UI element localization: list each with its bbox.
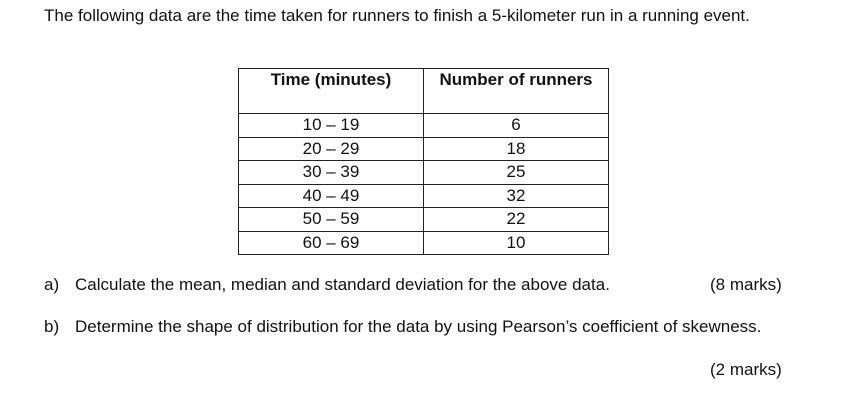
table-row [239, 137, 609, 161]
runners-time-table [238, 68, 609, 255]
table-header-row [239, 69, 609, 114]
cell-count: 32 [424, 184, 609, 208]
question-a-text: Calculate the mean, median and standard deviation for the above data. [75, 275, 610, 294]
cell-time: 50 – 59 [239, 208, 424, 232]
question-b [44, 316, 804, 358]
cell-count: 25 [424, 161, 609, 185]
question-a-label: a) [44, 275, 60, 294]
cell-count: 10 [424, 231, 609, 255]
table-row [239, 231, 609, 255]
cell-time: 20 – 29 [239, 137, 424, 161]
question-a [44, 274, 804, 295]
cell-count: 22 [424, 208, 609, 232]
table-row [239, 161, 609, 185]
cell-count: 18 [424, 137, 609, 161]
cell-time: 30 – 39 [239, 161, 424, 185]
table-row [239, 184, 609, 208]
question-b-label: b) [44, 317, 60, 336]
cell-time: 60 – 69 [239, 231, 424, 255]
cell-count: 6 [424, 114, 609, 138]
table-row [239, 208, 609, 232]
cell-time: 10 – 19 [239, 114, 424, 138]
table-row [239, 114, 609, 138]
intro-paragraph: The following data are the time taken for runners to finish a 5-kilometer run in a running event. [44, 6, 750, 25]
question-b-marks: (2 marks) [710, 360, 782, 379]
cell-time: 40 – 49 [239, 184, 424, 208]
question-b-text: Determine the shape of distribution for the data by using Pearson’s coefficient of skewness. [75, 317, 762, 336]
header-time: Time (minutes) [239, 69, 424, 114]
header-number-of-runners: Number of runners [424, 69, 609, 114]
question-a-marks: (8 marks) [710, 275, 782, 294]
